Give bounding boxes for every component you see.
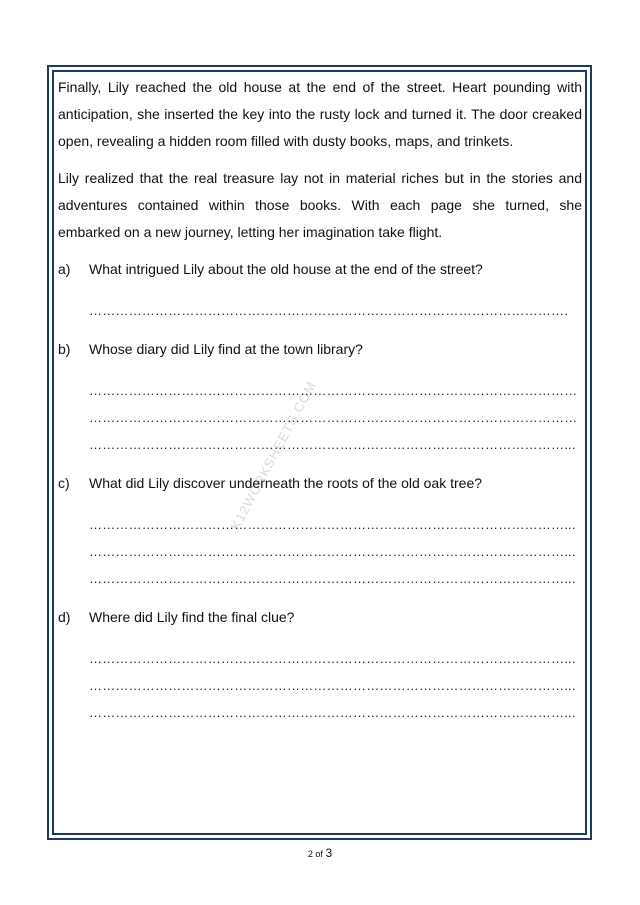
question-label: b)	[58, 341, 71, 357]
question-text: What intrigued Lily about the old house at the end of the street?	[89, 261, 483, 277]
page-current: 2	[307, 849, 313, 859]
question-d	[58, 604, 582, 726]
answer-line[interactable]: ………………………………………………………………………………………………...	[89, 571, 576, 586]
answer-line[interactable]: ………………………………………………………………………………………………...	[89, 544, 576, 559]
question-c	[58, 470, 582, 592]
question-text: Where did Lily find the final clue?	[89, 609, 295, 625]
answer-area[interactable]	[89, 645, 582, 726]
answer-line[interactable]: ………………………………………………………………………………………………...	[89, 517, 576, 532]
page-total: 3	[325, 846, 333, 860]
story-paragraph-1: Finally, Lily reached the old house at the end of the street. Heart pounding with anticipation, she inserted the key into the rusty lock and turned it. The door creaked open, revealing a hidden room filled with dusty books, maps, and trinkets.	[58, 79, 582, 149]
page-number	[0, 846, 640, 860]
worksheet-content	[58, 74, 582, 738]
answer-line[interactable]: …………………………………………………………………………………………………	[89, 383, 578, 398]
question-label: c)	[58, 475, 70, 491]
question-b	[58, 336, 582, 458]
question-text: What did Lily discover underneath the roots of the old oak tree?	[89, 475, 483, 491]
question-label: d)	[58, 609, 71, 625]
answer-area[interactable]	[89, 297, 582, 324]
watermark: K12WORKSHEETS.COM	[227, 378, 319, 533]
page-of: of	[315, 849, 323, 859]
story-paragraph-2: Lily realized that the real treasure lay not in material riches but in the stories and adventures contained within those books. With each page she turned, she embarked on a new journey, letting her imagination take flight.	[58, 170, 582, 240]
question-text: Whose diary did Lily find at the town library?	[89, 341, 363, 357]
question-a	[58, 256, 582, 324]
answer-line[interactable]: ………………………………………………………………………………………………...	[89, 437, 576, 452]
answer-line[interactable]: ………………………………………………………………………………………………...	[89, 705, 576, 720]
answer-line[interactable]: ………………………………………………………………………………………………...	[89, 651, 576, 666]
answer-line[interactable]: ……………………………………………………………………………………………….	[89, 303, 569, 318]
answer-line[interactable]: …………………………………………………………………………………………………	[89, 410, 578, 425]
answer-area[interactable]	[89, 377, 582, 458]
question-label: a)	[58, 261, 71, 277]
answer-line[interactable]: ………………………………………………………………………………………………...	[89, 678, 576, 693]
answer-area[interactable]	[89, 511, 582, 592]
